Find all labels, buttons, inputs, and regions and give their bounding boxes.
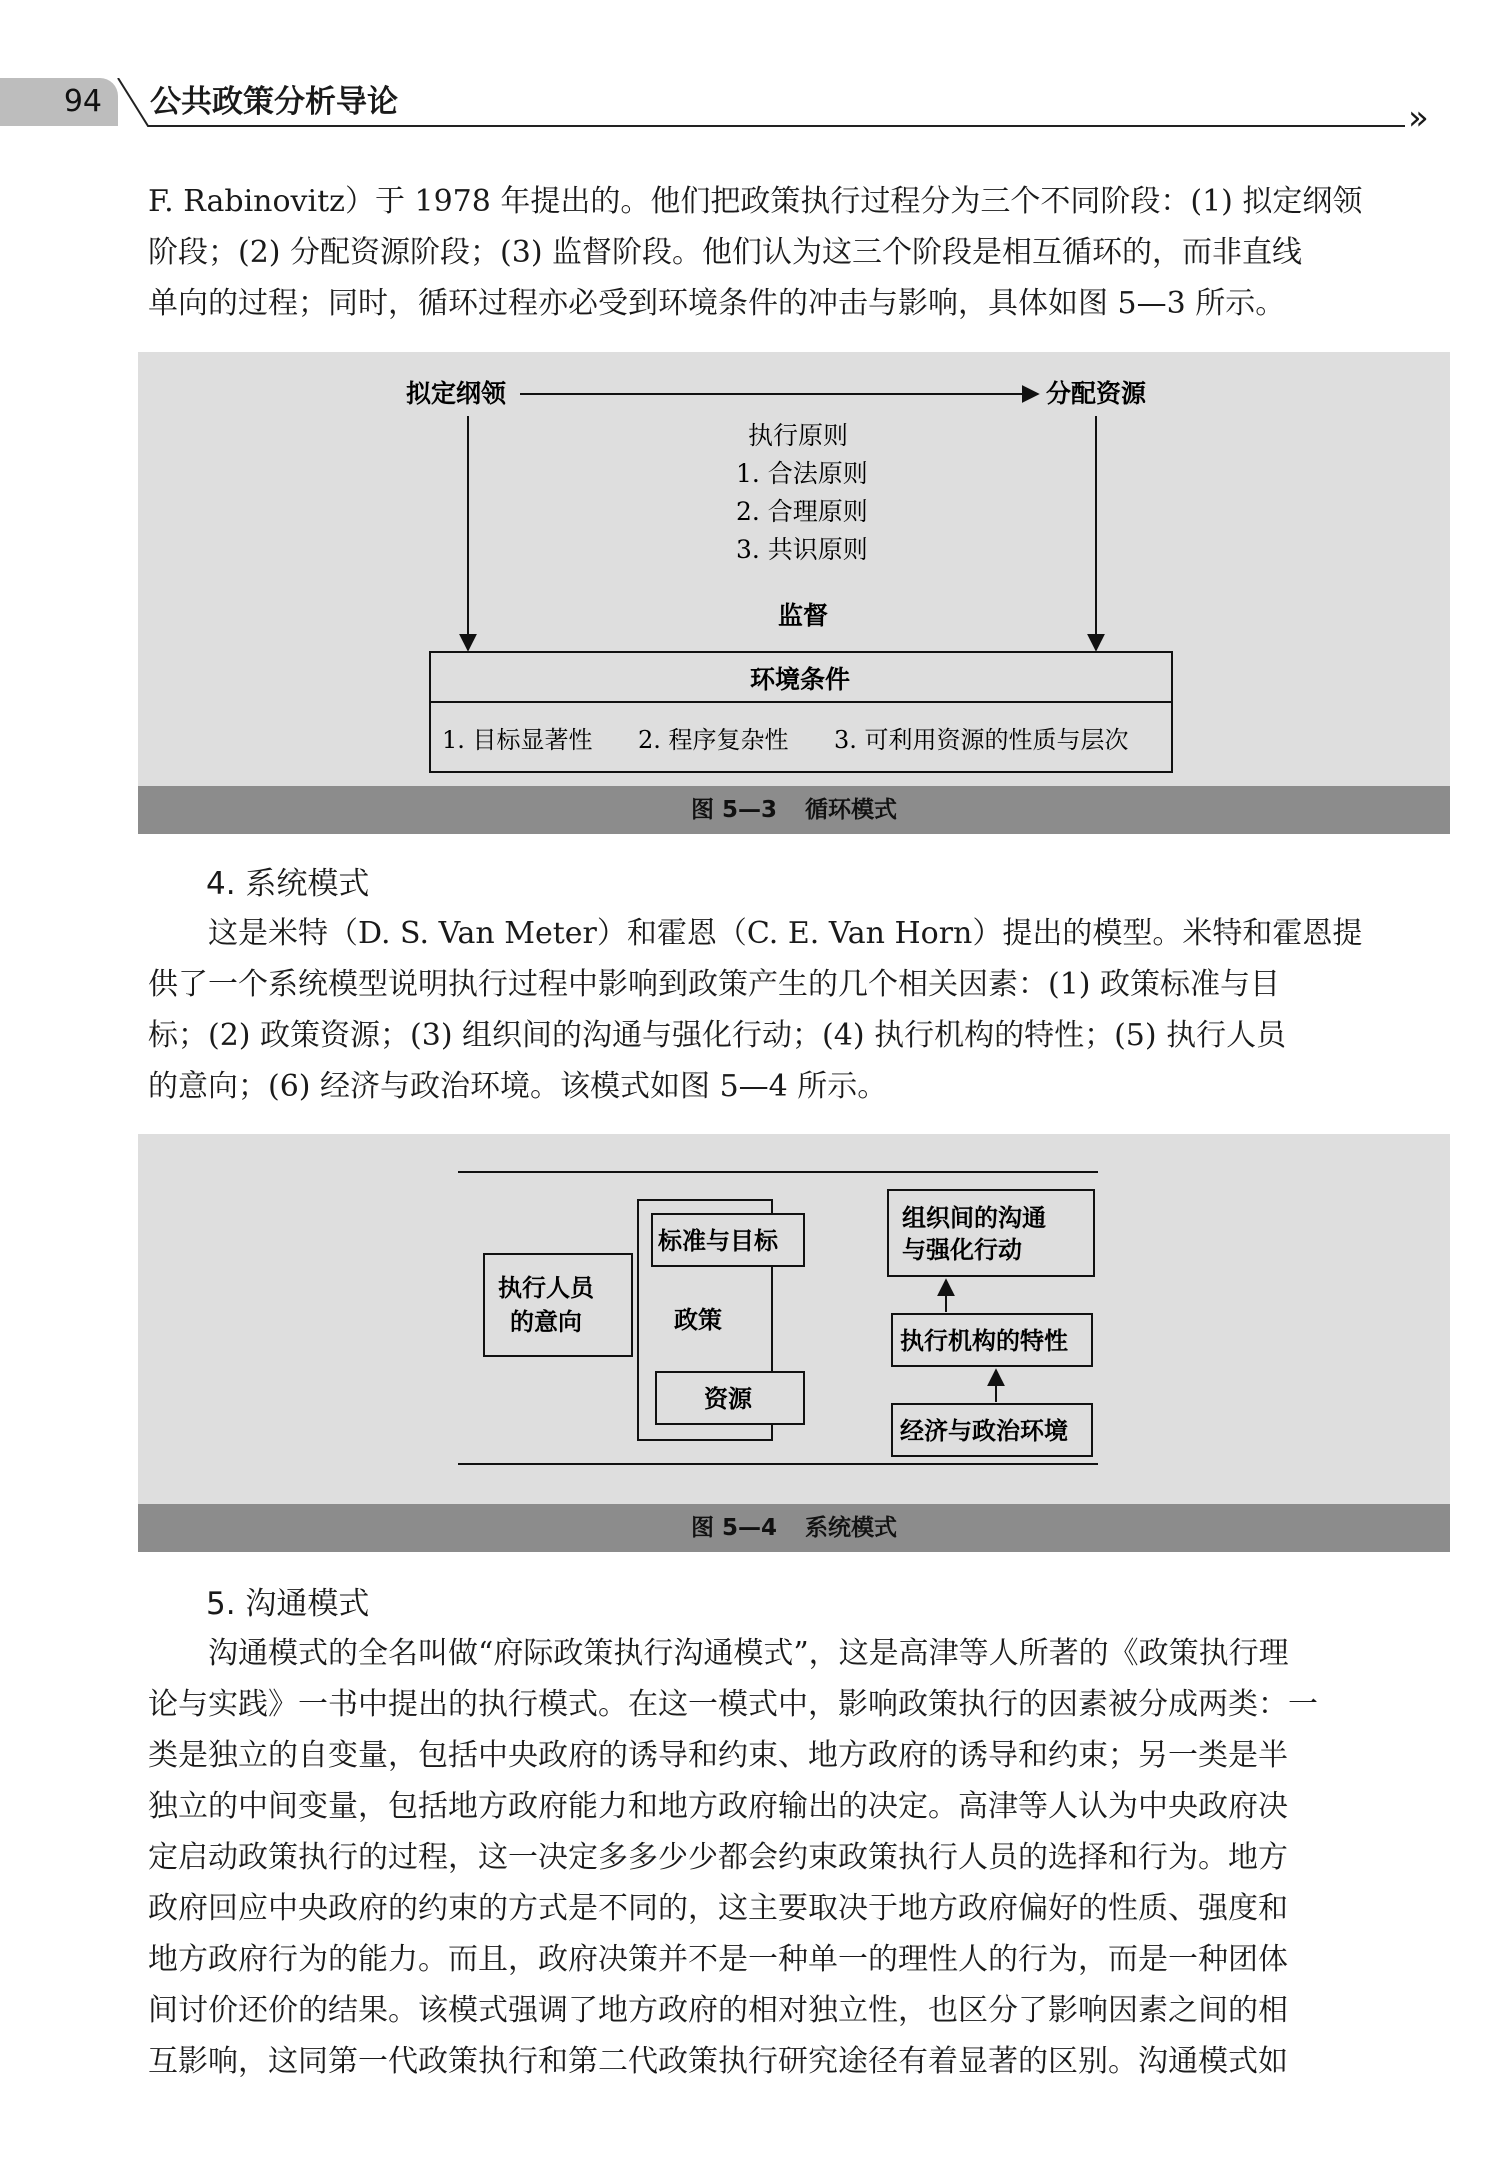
- system-diagram: [138, 1134, 1450, 1504]
- cycle-diagram: [138, 352, 1450, 786]
- resources-label: 资源: [704, 1384, 752, 1413]
- figure-caption: [138, 786, 1450, 834]
- page-number: 94: [0, 78, 118, 126]
- org-label: 与强化行动: [902, 1235, 1022, 1264]
- standards-label: 标准与目标: [658, 1226, 778, 1255]
- caption-text: 循环模式: [805, 797, 898, 823]
- paragraph-system-model: [148, 908, 1448, 1112]
- text-line: 互影响，这同第一代政策执行和第二代政策执行研究途径有着显著的区别。沟通模式如: [148, 2044, 1288, 2079]
- env-title: 环境条件: [750, 665, 851, 694]
- running-header: [0, 78, 1500, 138]
- executor-label: 的意向: [510, 1307, 582, 1336]
- text-line: 的意向；(6) 经济与政治环境。该模式如图 5—4 所示。: [148, 1069, 888, 1104]
- section-heading: 5. 沟通模式: [206, 1586, 370, 1622]
- section-heading: 4. 系统模式: [206, 866, 370, 902]
- paragraph-intro: [148, 176, 1448, 329]
- text-line: 阶段；(2) 分配资源阶段；(3) 监督阶段。他们认为这三个阶段是相互循环的，而非直线: [148, 235, 1303, 270]
- caption-text: 系统模式: [805, 1515, 898, 1541]
- text-line: 地方政府行为的能力。而且，政府决策并不是一种单一的理性人的行为，而是一种团体: [148, 1942, 1288, 1977]
- text-line: 供了一个系统模型说明执行过程中影响到政策产生的几个相关因素：(1) 政策标准与目: [148, 967, 1281, 1002]
- text-line: 标；(2) 政策资源；(3) 组织间的沟通与强化行动；(4) 执行机构的特性；(5) 执行人员: [148, 1018, 1287, 1053]
- econ-env-label: 经济与政治环境: [900, 1416, 1068, 1445]
- text-line: 独立的中间变量，包括地方政府能力和地方政府输出的决定。高津等人认为中央政府决: [148, 1789, 1288, 1824]
- org-label: 组织间的沟通: [902, 1203, 1046, 1232]
- principle-item: 2. 合理原则: [736, 497, 868, 526]
- text-line: 单向的过程；同时，循环过程亦必受到环境条件的冲击与影响，具体如图 5—3 所示。: [148, 286, 1286, 321]
- figure-cycle-model: [138, 352, 1450, 834]
- agency-label: 执行机构的特性: [900, 1326, 1068, 1355]
- env-item: 1. 目标显著性: [442, 726, 593, 754]
- node-drafting: 拟定纲领: [406, 379, 507, 408]
- paragraph-communication-model: [148, 1628, 1448, 2087]
- principle-item: 1. 合法原则: [736, 459, 868, 488]
- text-line: 论与实践》一书中提出的执行模式。在这一模式中，影响政策执行的因素被分成两类：一: [148, 1687, 1318, 1722]
- text-line: 类是独立的自变量，包括中央政府的诱导和约束、地方政府的诱导和约束；另一类是半: [148, 1738, 1288, 1773]
- double-chevron-icon: »: [1408, 98, 1429, 138]
- node-allocation: 分配资源: [1046, 379, 1147, 408]
- text-line: F. Rabinovitz）于 1978 年提出的。他们把政策执行过程分为三个不同阶段：(1) 拟定纲领: [148, 184, 1363, 219]
- policy-label: 政策: [674, 1305, 722, 1334]
- figure-caption: [138, 1504, 1450, 1552]
- executor-box: [484, 1254, 632, 1356]
- env-item: 2. 程序复杂性: [638, 726, 789, 754]
- caption-number: 图 5—4: [690, 1515, 777, 1541]
- principle-item: 3. 共识原则: [736, 535, 868, 564]
- text-line: 沟通模式的全名叫做“府际政策执行沟通模式”，这是高津等人所著的《政策执行理: [208, 1636, 1289, 1671]
- caption-number: 图 5—3: [690, 797, 777, 823]
- text-line: 这是米特（D. S. Van Meter）和霍恩（C. E. Van Horn）提出的模型。米特和霍恩提: [208, 916, 1363, 951]
- book-title: 公共政策分析导论: [150, 84, 398, 120]
- text-line: 政府回应中央政府的约束的方式是不同的，这主要取决于地方政府偏好的性质、强度和: [148, 1891, 1288, 1926]
- text-line: 定启动政策执行的过程，这一决定多多少少都会约束政策执行人员的选择和行为。地方: [148, 1840, 1288, 1875]
- node-supervise: 监督: [778, 601, 829, 630]
- text-line: 间讨价还价的结果。该模式强调了地方政府的相对独立性，也区分了影响因素之间的相: [148, 1993, 1288, 2028]
- executor-label: 执行人员: [498, 1273, 594, 1302]
- figure-system-model: [138, 1134, 1450, 1552]
- principles-title: 执行原则: [748, 421, 849, 450]
- env-item: 3. 可利用资源的性质与层次: [834, 726, 1129, 754]
